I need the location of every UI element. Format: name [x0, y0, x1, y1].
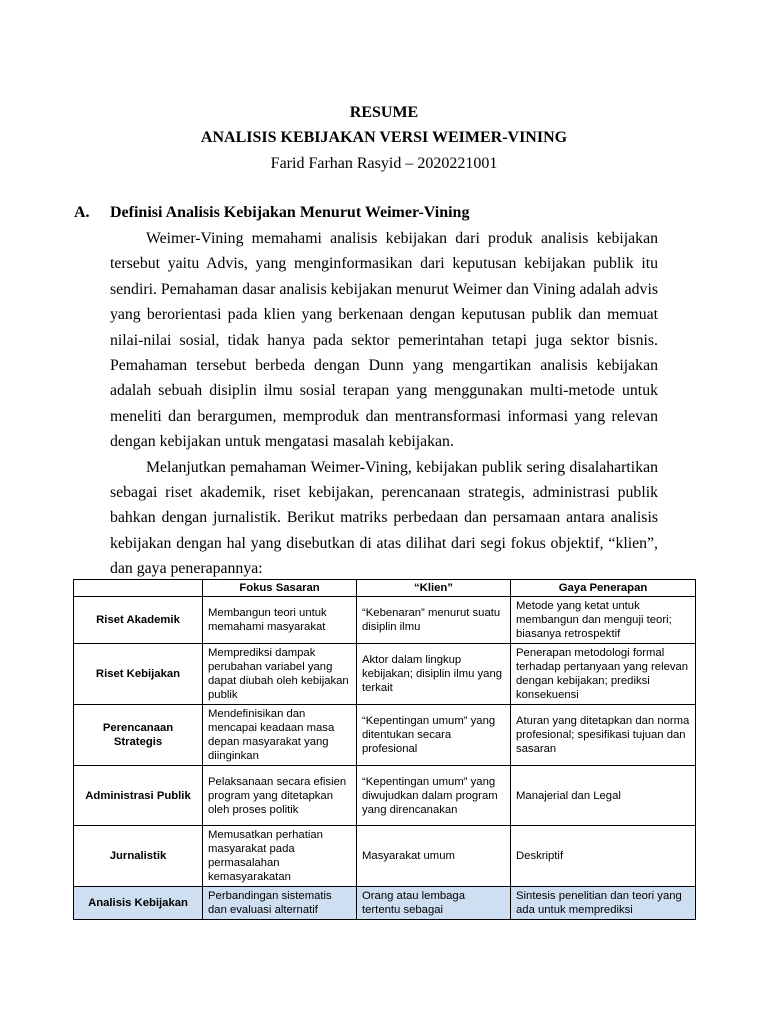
header-fokus-sasaran: Fokus Sasaran [203, 580, 357, 597]
cell-klien: Masyarakat umum [357, 826, 511, 887]
section-heading [74, 200, 674, 226]
cell-gaya: Sintesis penelitian dan teori yang ada untuk memprediksi [511, 887, 696, 920]
row-label: Analisis Kebijakan [74, 887, 203, 920]
cell-klien: Aktor dalam lingkup kebijakan; disiplin ilmu yang terkait [357, 644, 511, 705]
row-label: Administrasi Publik [74, 766, 203, 826]
cell-gaya: Metode yang ketat untuk membangun dan menguji teori; biasanya retrospektif [511, 597, 696, 644]
paragraph-1: Weimer-Vining memahami analisis kebijakan dari produk analisis kebijakan tersebut yaitu Advis, yang menginformasikan dari keputusan kebijakan publik itu sendiri. Pemahaman dasar analisis kebijakan menurut Weimer dan Vining adalah advis yang berorientasi pada klien yang berkenaan dengan keputusan publik dan memuat nilai-nilai sosial, tidak hanya pada sektor pemerintahan tetapi juga sektor bisnis. Pemahaman tersebut berbeda dengan Dunn yang mengartikan analisis kebijakan adalah sebuah disiplin ilmu sosial terapan yang menggunakan multi-metode untuk meneliti dan berargumen, memproduk dan mentransformasi informasi yang relevan dengan kebijakan untuk mengatasi masalah kebijakan. [110, 230, 658, 451]
title-block [0, 100, 768, 177]
table-row [74, 644, 696, 705]
cell-gaya: Deskriptif [511, 826, 696, 887]
cell-fokus: Membangun teori untuk memahami masyarakat [203, 597, 357, 644]
table-row [74, 597, 696, 644]
cell-fokus: Memprediksi dampak perubahan variabel yang dapat diubah oleh kebijakan publik [203, 644, 357, 705]
header-klien: “Klien” [357, 580, 511, 597]
document-subtitle: ANALISIS KEBIJAKAN VERSI WEIMER-VINING [200, 129, 568, 146]
section-number: A. [74, 204, 90, 221]
cell-fokus: Memusatkan perhatian masyarakat pada permasalahan kemasyarakatan [203, 826, 357, 887]
row-label: Perencanaan Strategis [74, 705, 203, 766]
table-row [74, 705, 696, 766]
table-row [74, 826, 696, 887]
row-label: Jurnalistik [74, 826, 203, 887]
section-title: Definisi Analisis Kebijakan Menurut Weimer-Vining [110, 204, 470, 221]
header-cell-empty [74, 580, 203, 597]
header-gaya-penerapan: Gaya Penerapan [511, 580, 696, 597]
cell-gaya: Penerapan metodologi formal terhadap pertanyaan yang relevan dengan kebijakan; prediksi konsekuensi [511, 644, 696, 705]
cell-klien: “Kebenaran” menurut suatu disiplin ilmu [357, 597, 511, 644]
row-label: Riset Akademik [74, 597, 203, 644]
cell-klien: Orang atau lembaga tertentu sebagai [357, 887, 511, 920]
cell-gaya: Aturan yang ditetapkan dan norma profesional; spesifikasi tujuan dan sasaran [511, 705, 696, 766]
cell-fokus: Mendefinisikan dan mencapai keadaan masa depan masyarakat yang diinginkan [203, 705, 357, 766]
table-header-row [74, 580, 696, 597]
cell-fokus: Pelaksanaan secara efisien program yang ditetapkan oleh proses politik [203, 766, 357, 826]
author-line: Farid Farhan Rasyid – 2020221001 [270, 155, 498, 172]
cell-klien: “Kepentingan umum” yang ditentukan secara profesional [357, 705, 511, 766]
table-row [74, 766, 696, 826]
cell-gaya: Manajerial dan Legal [511, 766, 696, 826]
comparison-table [73, 579, 696, 920]
cell-klien: “Kepentingan umum” yang diwujudkan dalam program yang direncanakan [357, 766, 511, 826]
document-title: RESUME [349, 104, 419, 121]
table-row-highlighted [74, 887, 696, 920]
row-label: Riset Kebijakan [74, 644, 203, 705]
paragraph-2: Melanjutkan pemahaman Weimer-Vining, kebijakan publik sering disalahartikan sebagai riset akademik, riset kebijakan, perencanaan strategis, administrasi publik bahkan dengan jurnalistik. Berikut matriks perbedaan dan persamaan antara analisis kebijakan dengan hal yang disebutkan di atas dilihat dari segi fokus objektif, “klien”, dan gaya penerapannya: [110, 458, 658, 578]
body-text [110, 226, 658, 582]
cell-fokus: Perbandingan sistematis dan evaluasi alternatif [203, 887, 357, 920]
